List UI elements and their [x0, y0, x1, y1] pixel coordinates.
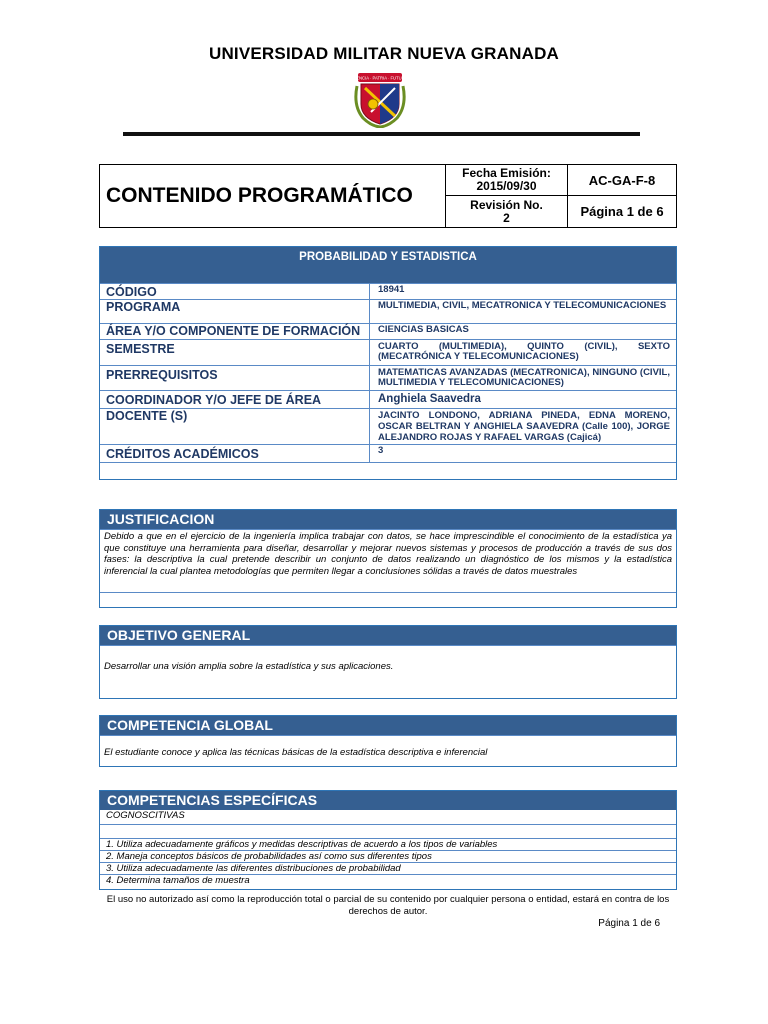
table-row: [100, 365, 676, 390]
issue-date-cell: [446, 165, 568, 196]
blank-row: [100, 824, 676, 838]
revision-value: 2: [503, 210, 510, 225]
row-label: PRERREQUISITOS: [100, 366, 370, 390]
revision-cell: [446, 196, 568, 227]
revision-label: Revisión No.: [470, 197, 543, 212]
section-text: El estudiante conoce y aplica las técnicas básicas de la estadística descriptiva e inferencial: [104, 747, 488, 758]
row-value: JACINTO LONDONO, ADRIANA PINEDA, EDNA MORENO, OSCAR BELTRAN Y ANGHIELA SAAVEDRA (Calle 100), JORGE ALEJANDRO ROJAS Y RAFAEL VARGAS (Cajicá): [378, 410, 670, 443]
row-label: COORDINADOR Y/O JEFE DE ÁREA: [100, 391, 370, 408]
row-label: CÓDIGO: [100, 284, 370, 299]
section-text: Desarrollar una visión amplia sobre la estadística y sus aplicaciones.: [104, 661, 394, 672]
list-item: 4. Determina tamaños de muestra: [100, 874, 676, 889]
row-label: CRÉDITOS ACADÉMICOS: [100, 445, 370, 462]
row-value: 3: [378, 445, 384, 456]
objetivo-section: [99, 625, 677, 699]
row-label: SEMESTRE: [100, 340, 370, 365]
course-info-table: [99, 246, 677, 480]
section-subtitle: COGNOSCITIVAS: [106, 810, 185, 821]
list-item: 2. Maneja conceptos básicos de probabilidades así como sus diferentes tipos: [100, 850, 676, 862]
table-row: [100, 339, 676, 365]
table-row: [100, 283, 676, 299]
document-title: CONTENIDO PROGRAMÁTICO: [100, 165, 446, 227]
row-value: 18941: [378, 284, 405, 295]
header-rule: [123, 132, 640, 136]
divider: [100, 645, 676, 646]
row-label: ÁREA Y/O COMPONENTE DE FORMACIÓN: [100, 324, 370, 339]
row-value: MATEMATICAS AVANZADAS (MECATRONICA), NINGUNO (CIVIL, MULTIMEDIA Y TELECOMUNICACIONES): [378, 367, 670, 388]
row-label: PROGRAMA: [100, 300, 370, 323]
divider: [100, 529, 676, 530]
university-title: UNIVERSIDAD MILITAR NUEVA GRANADA: [208, 44, 560, 63]
section-title: OBJETIVO GENERAL: [100, 626, 676, 645]
row-value: MULTIMEDIA, CIVIL, MECATRONICA Y TELECOMUNICACIONES: [378, 300, 667, 311]
course-name: PROBABILIDAD Y ESTADISTICA: [100, 247, 676, 283]
copyright-note: El uso no autorizado así como la reproducción total o parcial de su contenido por cualquier persona o entidad, estará en contra de los derechos de autor.: [106, 894, 670, 917]
section-title: JUSTIFICACION: [100, 510, 676, 529]
page-indicator: Página 1 de 6: [580, 204, 664, 219]
table-row: [100, 323, 676, 339]
row-label: DOCENTE (S): [100, 409, 370, 444]
table-row: [100, 299, 676, 323]
table-row: [100, 444, 676, 462]
row-value: Anghiela Saavedra: [378, 393, 481, 405]
divider: [100, 592, 676, 593]
table-row: [100, 462, 676, 479]
table-row: [100, 390, 676, 408]
row-value: CUARTO (MULTIMEDIA), QUINTO (CIVIL), SEXTO (MECATRÓNICA Y TELECOMUNICACIONES): [378, 341, 670, 362]
table-row: [100, 408, 676, 444]
crest-motto: CIENCIA · PATRIA · FUTURO: [352, 75, 408, 81]
issue-date-label: Fecha Emisión:: [462, 166, 551, 180]
document-code: AC-GA-F-8: [568, 165, 676, 196]
competencia-global-section: [99, 715, 677, 767]
section-title: COMPETENCIA GLOBAL: [100, 716, 676, 735]
section-title: COMPETENCIAS ESPECÍFICAS: [100, 791, 676, 810]
list-item: 3. Utiliza adecuadamente las diferentes distribuciones de probabilidad: [100, 862, 676, 874]
divider: [100, 735, 676, 736]
university-crest-icon: [349, 66, 411, 128]
document-header-table: [99, 164, 677, 228]
competencias-especificas-section: [99, 790, 677, 890]
section-text: Debido a que en el ejercicio de la ingeniería implica trabajar con datos, se hace imprescindible el conocimiento de la estadística ya que constituye una herramienta para diseñar, desarrollar y mejorar nuevos sistemas y procesos de producción a través de sus dos fases: la descriptiva la cual pretende describir un conjunto de datos realizando un diagnóstico de los mismos y la estadística inferencial la cual plantea metodologías que permiten llegar a conclusiones sólidas a través de datos muestrales: [104, 531, 672, 577]
justificacion-section: [99, 509, 677, 608]
issue-date-value: 2015/09/30: [476, 179, 537, 193]
footer-page-number: Página 1 de 6: [598, 918, 660, 929]
list-item: 1. Utiliza adecuadamente gráficos y medidas descriptivas de acuerdo a los tipos de variables: [100, 838, 676, 850]
row-value: CIENCIAS BASICAS: [378, 324, 469, 335]
